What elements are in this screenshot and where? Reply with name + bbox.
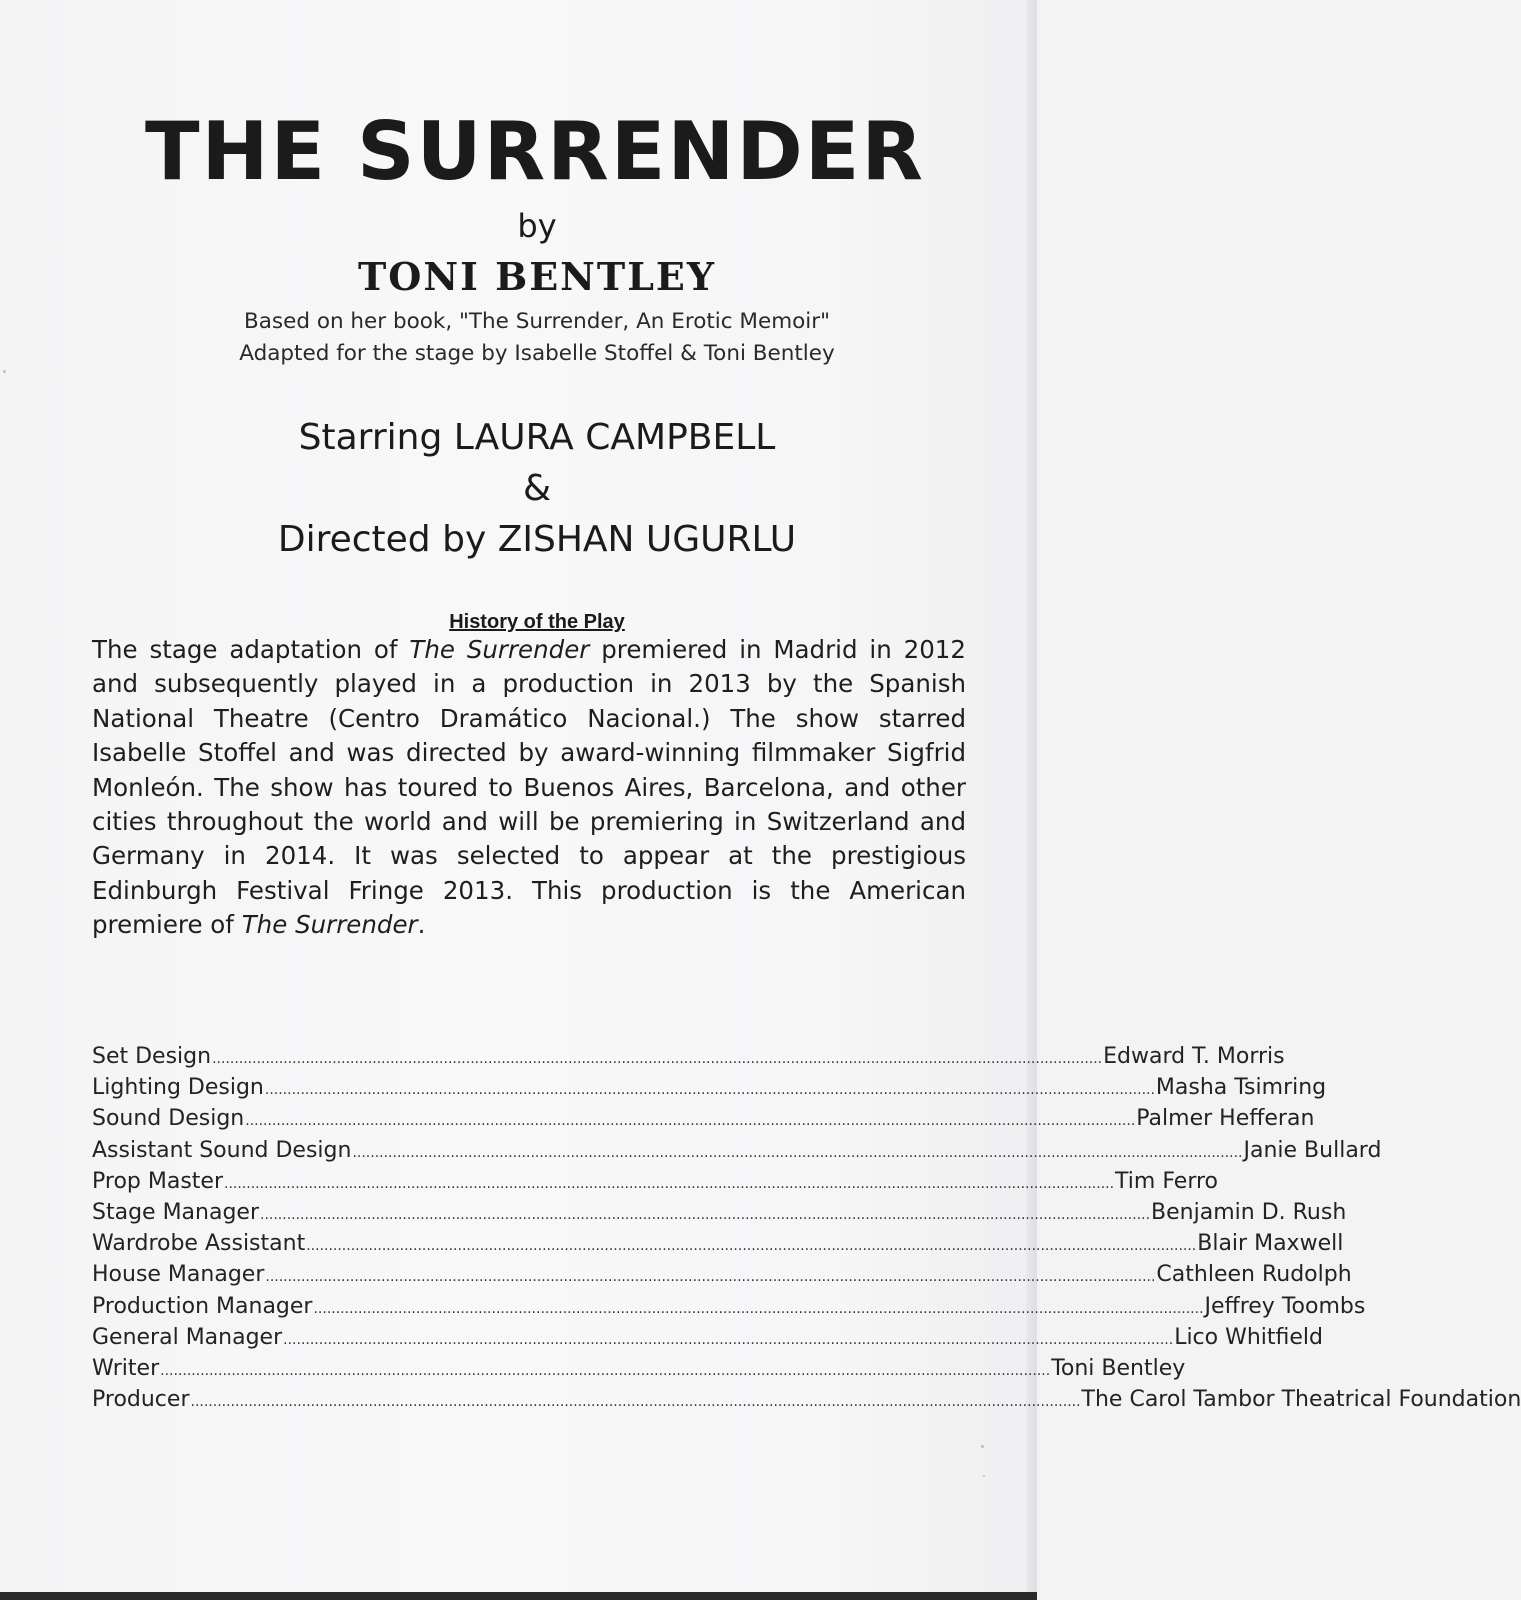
credit-row bbox=[92, 1072, 1327, 1103]
paper-speck bbox=[3, 370, 6, 373]
credit-role: General Manager bbox=[92, 1324, 283, 1350]
credit-leader-dots: ........................................................................................................................................................................................................ bbox=[160, 1362, 1051, 1379]
history-paragraph bbox=[92, 633, 966, 943]
credit-role: Assistant Sound Design bbox=[92, 1137, 352, 1163]
by-line: by bbox=[517, 207, 557, 245]
credit-row bbox=[92, 1103, 1315, 1134]
credit-role: Prop Master bbox=[92, 1168, 223, 1194]
credit-name: Cathleen Rudolph bbox=[1156, 1262, 1352, 1288]
credit-role: Writer bbox=[92, 1355, 160, 1381]
credit-row bbox=[92, 1197, 1347, 1228]
credit-name: Jeffrey Toombs bbox=[1204, 1293, 1366, 1319]
credit-row bbox=[92, 1291, 1366, 1322]
credit-row bbox=[92, 1135, 1382, 1166]
credit-name: Benjamin D. Rush bbox=[1151, 1199, 1347, 1225]
credit-name: Masha Tsimring bbox=[1155, 1075, 1327, 1101]
credit-name: Palmer Hefferan bbox=[1136, 1106, 1315, 1132]
adapted-line: Adapted for the stage by Isabelle Stoffel & Toni Bentley bbox=[239, 341, 835, 366]
credit-role: Lighting Design bbox=[92, 1075, 264, 1101]
credit-row bbox=[92, 1228, 1344, 1259]
credit-leader-dots: ........................................................................................................................................................................................................ bbox=[190, 1394, 1081, 1411]
credit-role: House Manager bbox=[92, 1262, 265, 1288]
credit-leader-dots: ........................................................................................................................................................................................................ bbox=[283, 1331, 1174, 1348]
credit-role: Wardrobe Assistant bbox=[92, 1231, 306, 1257]
credit-role: Set Design bbox=[92, 1044, 212, 1069]
ampersand-line: & bbox=[522, 468, 552, 509]
credit-name: Toni Bentley bbox=[1051, 1355, 1186, 1381]
history-heading: History of the Play bbox=[449, 611, 625, 633]
credit-leader-dots: ........................................................................................................................................................................................................ bbox=[352, 1144, 1243, 1161]
credits-list bbox=[92, 1041, 1521, 1415]
paper-speck bbox=[983, 1475, 985, 1477]
credit-row bbox=[92, 1259, 1352, 1290]
credit-role: Stage Manager bbox=[92, 1199, 259, 1225]
history-text-3: . bbox=[417, 910, 426, 940]
history-title-italic-2: The Surrender bbox=[241, 910, 418, 940]
credit-name: Janie Bullard bbox=[1243, 1137, 1382, 1163]
credit-leader-dots: ........................................................................................................................................................................................................ bbox=[260, 1206, 1151, 1223]
credit-name: Lico Whitfield bbox=[1174, 1324, 1324, 1350]
page-bottom-edge bbox=[0, 1592, 1037, 1600]
credit-row bbox=[92, 1353, 1186, 1384]
paper-speck bbox=[981, 1445, 984, 1448]
history-text-2: premiered in Madrid in 2012 and subsequently played in a production in 2013 by the Spanish National Theatre (Centro Dramático Nacional.) The show starred Isabelle Stoffel and was directed by award-winning filmmaker Sigfrid Monleón. The show has toured to Buenos Aires, Barcelona, and other cities throughout the world and will be premiering in Switzerland and Germany in 2014. It was selected to appear at the prestigious Edinburgh Festival Fringe 2013. This production is the American premiere of bbox=[92, 635, 966, 940]
credit-row bbox=[92, 1322, 1324, 1353]
starring-line: Starring LAURA CAMPBELL bbox=[298, 417, 776, 458]
credit-leader-dots: ........................................................................................................................................................................................................ bbox=[212, 1051, 1103, 1067]
credit-name: The Carol Tambor Theatrical Foundation bbox=[1081, 1387, 1521, 1413]
credit-leader-dots: ........................................................................................................................................................................................................ bbox=[265, 1269, 1156, 1286]
credit-leader-dots: ........................................................................................................................................................................................................ bbox=[313, 1300, 1204, 1317]
author-name: TONI BENTLEY bbox=[357, 254, 717, 299]
credit-row bbox=[92, 1384, 1521, 1415]
credit-leader-dots: ........................................................................................................................................................................................................ bbox=[224, 1175, 1115, 1192]
directed-line: Directed by ZISHAN UGURLU bbox=[277, 519, 797, 560]
play-title: THE SURRENDER bbox=[144, 105, 926, 198]
credit-role: Sound Design bbox=[92, 1106, 245, 1132]
credit-row bbox=[92, 1166, 1219, 1197]
credit-leader-dots: ........................................................................................................................................................................................................ bbox=[245, 1113, 1136, 1130]
credit-leader-dots: ........................................................................................................................................................................................................ bbox=[306, 1238, 1197, 1255]
credit-row bbox=[92, 1041, 1285, 1072]
history-text-1: The stage adaptation of bbox=[92, 635, 410, 664]
history-title-italic-1: The Surrender bbox=[409, 635, 590, 664]
credit-leader-dots: ........................................................................................................................................................................................................ bbox=[264, 1082, 1155, 1099]
credit-role: Producer bbox=[92, 1387, 190, 1413]
credit-name: Edward T. Morris bbox=[1103, 1044, 1285, 1069]
credit-name: Blair Maxwell bbox=[1197, 1231, 1344, 1257]
credit-role: Production Manager bbox=[92, 1293, 313, 1319]
credit-name: Tim Ferro bbox=[1115, 1168, 1219, 1194]
based-on-line: Based on her book, "The Surrender, An Erotic Memoir" bbox=[243, 309, 830, 334]
